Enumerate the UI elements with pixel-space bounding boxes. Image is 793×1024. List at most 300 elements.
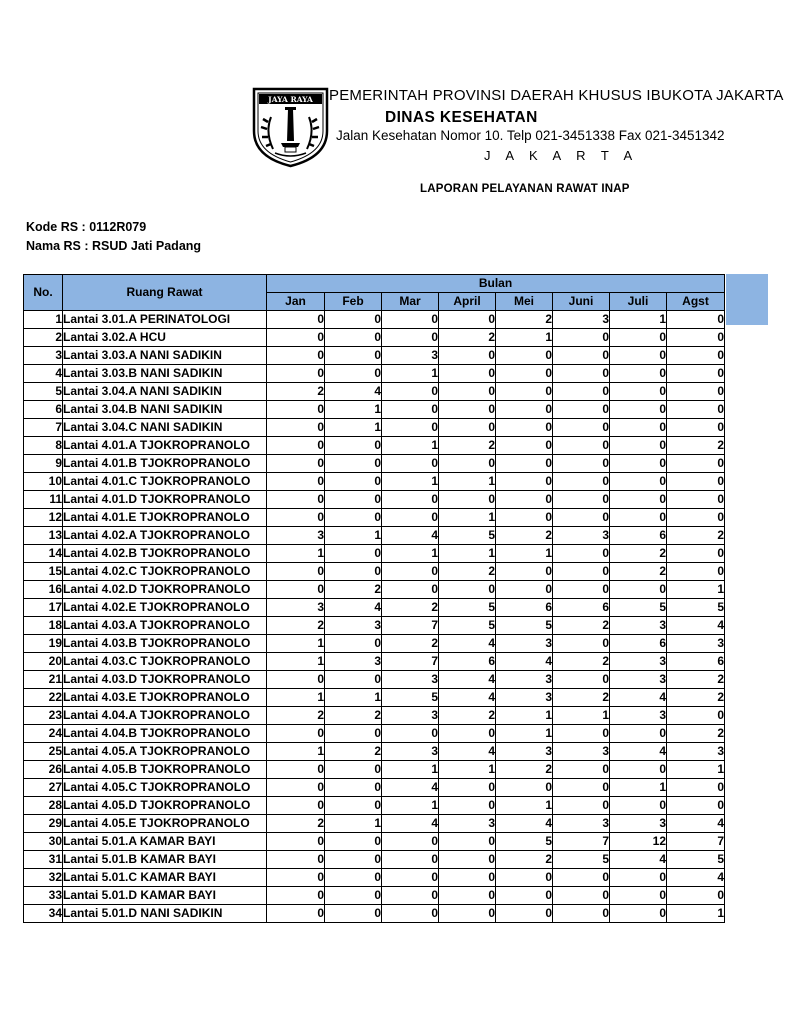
month-value: 0 — [553, 671, 610, 689]
row-number: 2 — [24, 329, 63, 347]
room-name: Lantai 4.02.C TJOKROPRANOLO — [63, 563, 267, 581]
month-header: Jan — [267, 293, 325, 311]
month-value: 0 — [610, 509, 667, 527]
month-value: 0 — [610, 887, 667, 905]
month-header: Juli — [610, 293, 667, 311]
month-value: 0 — [553, 869, 610, 887]
month-value: 0 — [267, 797, 325, 815]
room-name: Lantai 4.05.A TJOKROPRANOLO — [63, 743, 267, 761]
month-value: 0 — [496, 887, 553, 905]
month-value: 7 — [382, 617, 439, 635]
month-value: 3 — [325, 617, 382, 635]
month-value: 4 — [667, 617, 725, 635]
month-value: 0 — [325, 887, 382, 905]
city-name: J A K A R T A — [484, 148, 639, 163]
month-value: 2 — [496, 311, 553, 329]
month-value: 0 — [325, 545, 382, 563]
department-name: DINAS KESEHATAN — [385, 109, 538, 126]
table-row — [24, 869, 725, 887]
row-number: 9 — [24, 455, 63, 473]
table-row — [24, 491, 725, 509]
table-row — [24, 347, 725, 365]
month-value: 0 — [267, 905, 325, 923]
month-value: 5 — [553, 851, 610, 869]
room-name: Lantai 4.05.E TJOKROPRANOLO — [63, 815, 267, 833]
month-value: 0 — [325, 491, 382, 509]
month-value: 4 — [439, 671, 496, 689]
month-value: 1 — [267, 689, 325, 707]
month-value: 0 — [553, 797, 610, 815]
month-value: 0 — [610, 401, 667, 419]
row-number: 12 — [24, 509, 63, 527]
month-value: 0 — [439, 581, 496, 599]
month-value: 0 — [496, 473, 553, 491]
month-value: 5 — [496, 833, 553, 851]
month-value: 0 — [667, 401, 725, 419]
row-number: 8 — [24, 437, 63, 455]
month-value: 0 — [496, 509, 553, 527]
month-value: 0 — [439, 905, 496, 923]
month-value: 0 — [553, 581, 610, 599]
month-value: 1 — [325, 527, 382, 545]
room-name: Lantai 3.03.A NANI SADIKIN — [63, 347, 267, 365]
month-value: 0 — [610, 437, 667, 455]
month-value: 3 — [610, 653, 667, 671]
month-value: 1 — [496, 707, 553, 725]
month-value: 6 — [439, 653, 496, 671]
table-row — [24, 779, 725, 797]
month-value: 2 — [667, 725, 725, 743]
month-value: 1 — [496, 797, 553, 815]
month-value: 0 — [553, 725, 610, 743]
month-value: 0 — [496, 383, 553, 401]
month-value: 1 — [382, 545, 439, 563]
month-value: 0 — [439, 455, 496, 473]
month-value: 0 — [382, 725, 439, 743]
month-value: 3 — [667, 743, 725, 761]
month-value: 0 — [496, 491, 553, 509]
month-value: 0 — [439, 419, 496, 437]
month-value: 0 — [382, 383, 439, 401]
month-value: 0 — [667, 383, 725, 401]
month-value: 6 — [553, 599, 610, 617]
month-value: 0 — [325, 563, 382, 581]
month-value: 0 — [610, 347, 667, 365]
table-row — [24, 707, 725, 725]
month-value: 0 — [325, 329, 382, 347]
month-value: 1 — [553, 707, 610, 725]
month-value: 0 — [382, 869, 439, 887]
month-value: 1 — [325, 401, 382, 419]
month-value: 4 — [439, 743, 496, 761]
month-value: 4 — [610, 743, 667, 761]
month-value: 1 — [325, 689, 382, 707]
table-body — [24, 311, 725, 923]
month-value: 3 — [496, 635, 553, 653]
month-value: 0 — [496, 581, 553, 599]
month-value: 0 — [667, 455, 725, 473]
month-value: 0 — [667, 311, 725, 329]
table-row — [24, 851, 725, 869]
row-number: 17 — [24, 599, 63, 617]
month-value: 3 — [553, 527, 610, 545]
month-value: 0 — [610, 329, 667, 347]
month-value: 6 — [610, 527, 667, 545]
month-value: 0 — [553, 779, 610, 797]
month-header: April — [439, 293, 496, 311]
month-value: 3 — [382, 671, 439, 689]
hospital-code: Kode RS : 0112R079 — [26, 220, 147, 234]
month-value: 1 — [267, 743, 325, 761]
table-row — [24, 833, 725, 851]
row-number: 33 — [24, 887, 63, 905]
room-name: Lantai 4.01.B TJOKROPRANOLO — [63, 455, 267, 473]
table-row — [24, 311, 725, 329]
month-value: 2 — [667, 671, 725, 689]
month-value: 0 — [267, 365, 325, 383]
month-value: 0 — [325, 311, 382, 329]
month-value: 0 — [667, 545, 725, 563]
month-value: 1 — [496, 329, 553, 347]
hospital-name: Nama RS : RSUD Jati Padang — [26, 239, 202, 253]
row-number: 25 — [24, 743, 63, 761]
room-name: Lantai 4.02.A TJOKROPRANOLO — [63, 527, 267, 545]
month-value: 0 — [553, 365, 610, 383]
month-value: 3 — [267, 599, 325, 617]
month-value: 0 — [496, 437, 553, 455]
month-value: 2 — [439, 563, 496, 581]
month-value: 0 — [267, 761, 325, 779]
month-value: 2 — [667, 527, 725, 545]
month-value: 0 — [553, 401, 610, 419]
month-value: 0 — [667, 329, 725, 347]
month-value: 0 — [439, 833, 496, 851]
row-number: 27 — [24, 779, 63, 797]
month-value: 0 — [496, 869, 553, 887]
emblem-caption: JAYA RAYA — [268, 95, 313, 104]
month-value: 0 — [496, 365, 553, 383]
room-name: Lantai 4.03.B TJOKROPRANOLO — [63, 635, 267, 653]
month-value: 0 — [667, 509, 725, 527]
row-number: 31 — [24, 851, 63, 869]
month-value: 5 — [496, 617, 553, 635]
month-value: 0 — [267, 509, 325, 527]
column-header-room: Ruang Rawat — [63, 275, 267, 311]
row-number: 26 — [24, 761, 63, 779]
room-name: Lantai 4.04.B TJOKROPRANOLO — [63, 725, 267, 743]
month-value: 2 — [267, 707, 325, 725]
month-value: 0 — [267, 725, 325, 743]
month-value: 0 — [325, 437, 382, 455]
month-value: 4 — [382, 527, 439, 545]
month-value: 0 — [267, 437, 325, 455]
month-value: 1 — [439, 545, 496, 563]
month-value: 0 — [325, 905, 382, 923]
month-value: 2 — [496, 527, 553, 545]
row-number: 1 — [24, 311, 63, 329]
month-value: 0 — [610, 383, 667, 401]
month-value: 3 — [382, 743, 439, 761]
month-value: 0 — [667, 491, 725, 509]
month-value: 0 — [267, 581, 325, 599]
room-name: Lantai 5.01.B KAMAR BAYI — [63, 851, 267, 869]
table-row — [24, 635, 725, 653]
month-value: 0 — [553, 329, 610, 347]
month-value: 0 — [553, 905, 610, 923]
month-value: 2 — [553, 689, 610, 707]
month-value: 4 — [325, 383, 382, 401]
row-number: 22 — [24, 689, 63, 707]
month-value: 3 — [553, 311, 610, 329]
month-value: 2 — [553, 653, 610, 671]
month-value: 0 — [667, 473, 725, 491]
report-title: LAPORAN PELAYANAN RAWAT INAP — [420, 183, 630, 195]
month-value: 0 — [267, 455, 325, 473]
inpatient-table — [23, 274, 725, 923]
month-value: 0 — [667, 419, 725, 437]
room-name: Lantai 3.04.A NANI SADIKIN — [63, 383, 267, 401]
month-value: 4 — [382, 779, 439, 797]
month-value: 0 — [553, 635, 610, 653]
row-number: 11 — [24, 491, 63, 509]
month-value: 1 — [382, 473, 439, 491]
row-number: 5 — [24, 383, 63, 401]
room-name: Lantai 5.01.A KAMAR BAYI — [63, 833, 267, 851]
room-name: Lantai 3.04.B NANI SADIKIN — [63, 401, 267, 419]
month-value: 5 — [439, 599, 496, 617]
month-value: 2 — [382, 635, 439, 653]
table-row — [24, 743, 725, 761]
room-name: Lantai 4.01.E TJOKROPRANOLO — [63, 509, 267, 527]
row-number: 21 — [24, 671, 63, 689]
month-value: 3 — [667, 635, 725, 653]
row-number: 24 — [24, 725, 63, 743]
month-value: 0 — [610, 473, 667, 491]
month-value: 0 — [553, 455, 610, 473]
table-row — [24, 383, 725, 401]
table-row — [24, 401, 725, 419]
row-number: 10 — [24, 473, 63, 491]
room-name: Lantai 4.03.E TJOKROPRANOLO — [63, 689, 267, 707]
row-number: 13 — [24, 527, 63, 545]
month-value: 0 — [382, 581, 439, 599]
month-value: 0 — [267, 779, 325, 797]
month-value: 0 — [325, 347, 382, 365]
month-value: 0 — [553, 491, 610, 509]
month-value: 5 — [610, 599, 667, 617]
month-value: 0 — [267, 671, 325, 689]
month-value: 0 — [267, 851, 325, 869]
month-value: 5 — [439, 527, 496, 545]
month-value: 4 — [439, 635, 496, 653]
month-value: 2 — [439, 437, 496, 455]
table-row — [24, 689, 725, 707]
month-value: 4 — [496, 815, 553, 833]
government-name: PEMERINTAH PROVINSI DAERAH KHUSUS IBUKOTA JAKARTA — [329, 87, 784, 104]
month-value: 3 — [382, 707, 439, 725]
month-value: 0 — [496, 563, 553, 581]
month-value: 0 — [382, 329, 439, 347]
month-value: 0 — [382, 455, 439, 473]
month-value: 0 — [267, 401, 325, 419]
month-value: 0 — [267, 347, 325, 365]
month-value: 2 — [325, 743, 382, 761]
month-value: 2 — [325, 707, 382, 725]
month-value: 0 — [325, 869, 382, 887]
room-name: Lantai 3.03.B NANI SADIKIN — [63, 365, 267, 383]
month-value: 1 — [667, 581, 725, 599]
table-row — [24, 527, 725, 545]
month-value: 1 — [382, 797, 439, 815]
month-value: 0 — [667, 563, 725, 581]
month-value: 0 — [553, 437, 610, 455]
month-value: 3 — [496, 689, 553, 707]
month-value: 1 — [496, 725, 553, 743]
room-name: Lantai 4.01.A TJOKROPRANOLO — [63, 437, 267, 455]
month-value: 0 — [610, 491, 667, 509]
month-value: 3 — [382, 347, 439, 365]
month-value: 0 — [267, 311, 325, 329]
month-value: 2 — [610, 545, 667, 563]
month-value: 0 — [382, 887, 439, 905]
month-value: 2 — [267, 617, 325, 635]
month-value: 2 — [325, 581, 382, 599]
letterhead — [0, 0, 784, 175]
month-value: 0 — [553, 419, 610, 437]
month-value: 0 — [439, 779, 496, 797]
room-name: Lantai 4.01.C TJOKROPRANOLO — [63, 473, 267, 491]
month-value: 3 — [610, 617, 667, 635]
row-number: 18 — [24, 617, 63, 635]
table-row — [24, 365, 725, 383]
month-value: 1 — [610, 779, 667, 797]
month-value: 0 — [325, 725, 382, 743]
month-value: 4 — [439, 689, 496, 707]
row-number: 15 — [24, 563, 63, 581]
month-value: 0 — [553, 563, 610, 581]
month-value: 0 — [610, 869, 667, 887]
month-value: 1 — [439, 761, 496, 779]
month-value: 0 — [553, 761, 610, 779]
month-value: 0 — [496, 455, 553, 473]
month-value: 0 — [610, 905, 667, 923]
month-value: 0 — [667, 887, 725, 905]
month-value: 6 — [610, 635, 667, 653]
month-value: 0 — [667, 779, 725, 797]
room-name: Lantai 5.01.C KAMAR BAYI — [63, 869, 267, 887]
row-number: 3 — [24, 347, 63, 365]
room-name: Lantai 4.01.D TJOKROPRANOLO — [63, 491, 267, 509]
month-value: 5 — [667, 599, 725, 617]
row-number: 23 — [24, 707, 63, 725]
month-value: 0 — [439, 869, 496, 887]
month-value: 0 — [667, 365, 725, 383]
month-value: 1 — [382, 437, 439, 455]
room-name: Lantai 3.04.C NANI SADIKIN — [63, 419, 267, 437]
month-value: 4 — [496, 653, 553, 671]
row-number: 14 — [24, 545, 63, 563]
month-value: 0 — [439, 401, 496, 419]
month-value: 0 — [439, 365, 496, 383]
month-value: 2 — [496, 851, 553, 869]
month-value: 5 — [667, 851, 725, 869]
month-value: 0 — [553, 509, 610, 527]
month-value: 4 — [610, 689, 667, 707]
month-value: 0 — [439, 725, 496, 743]
month-value: 6 — [496, 599, 553, 617]
month-value: 0 — [439, 383, 496, 401]
room-name: Lantai 4.03.C TJOKROPRANOLO — [63, 653, 267, 671]
month-value: 0 — [610, 761, 667, 779]
month-value: 1 — [267, 545, 325, 563]
month-value: 2 — [496, 761, 553, 779]
room-name: Lantai 4.02.D TJOKROPRANOLO — [63, 581, 267, 599]
month-value: 0 — [325, 365, 382, 383]
month-value: 0 — [382, 311, 439, 329]
month-value: 0 — [610, 455, 667, 473]
month-value: 2 — [610, 563, 667, 581]
month-value: 5 — [382, 689, 439, 707]
month-value: 0 — [496, 401, 553, 419]
month-value: 2 — [667, 689, 725, 707]
month-value: 2 — [267, 383, 325, 401]
month-value: 0 — [610, 581, 667, 599]
month-value: 1 — [267, 653, 325, 671]
month-value: 0 — [610, 797, 667, 815]
month-value: 1 — [667, 905, 725, 923]
table-row — [24, 563, 725, 581]
month-value: 1 — [325, 419, 382, 437]
month-header: Mar — [382, 293, 439, 311]
month-value: 0 — [325, 671, 382, 689]
row-number: 29 — [24, 815, 63, 833]
jakarta-emblem-icon — [251, 87, 330, 168]
month-value: 1 — [382, 761, 439, 779]
room-name: Lantai 4.05.C TJOKROPRANOLO — [63, 779, 267, 797]
month-value: 0 — [325, 473, 382, 491]
table-row — [24, 329, 725, 347]
month-value: 0 — [439, 491, 496, 509]
month-value: 4 — [667, 815, 725, 833]
table-row — [24, 797, 725, 815]
month-value: 0 — [610, 419, 667, 437]
month-value: 4 — [667, 869, 725, 887]
month-value: 0 — [325, 455, 382, 473]
row-number: 34 — [24, 905, 63, 923]
month-value: 0 — [267, 419, 325, 437]
room-name: Lantai 3.02.A HCU — [63, 329, 267, 347]
month-value: 0 — [267, 563, 325, 581]
month-value: 0 — [382, 905, 439, 923]
month-value: 2 — [553, 617, 610, 635]
month-value: 3 — [439, 815, 496, 833]
row-number: 20 — [24, 653, 63, 671]
table-row — [24, 599, 725, 617]
table-row — [24, 455, 725, 473]
table-row — [24, 725, 725, 743]
month-value: 1 — [325, 815, 382, 833]
room-name: Lantai 4.05.B TJOKROPRANOLO — [63, 761, 267, 779]
month-value: 2 — [439, 707, 496, 725]
column-group-month: Bulan — [267, 275, 725, 293]
month-value: 3 — [267, 527, 325, 545]
room-name: Lantai 4.02.E TJOKROPRANOLO — [63, 599, 267, 617]
month-value: 0 — [439, 347, 496, 365]
month-value: 1 — [667, 761, 725, 779]
row-number: 30 — [24, 833, 63, 851]
room-name: Lantai 4.05.D TJOKROPRANOLO — [63, 797, 267, 815]
month-value: 0 — [267, 887, 325, 905]
